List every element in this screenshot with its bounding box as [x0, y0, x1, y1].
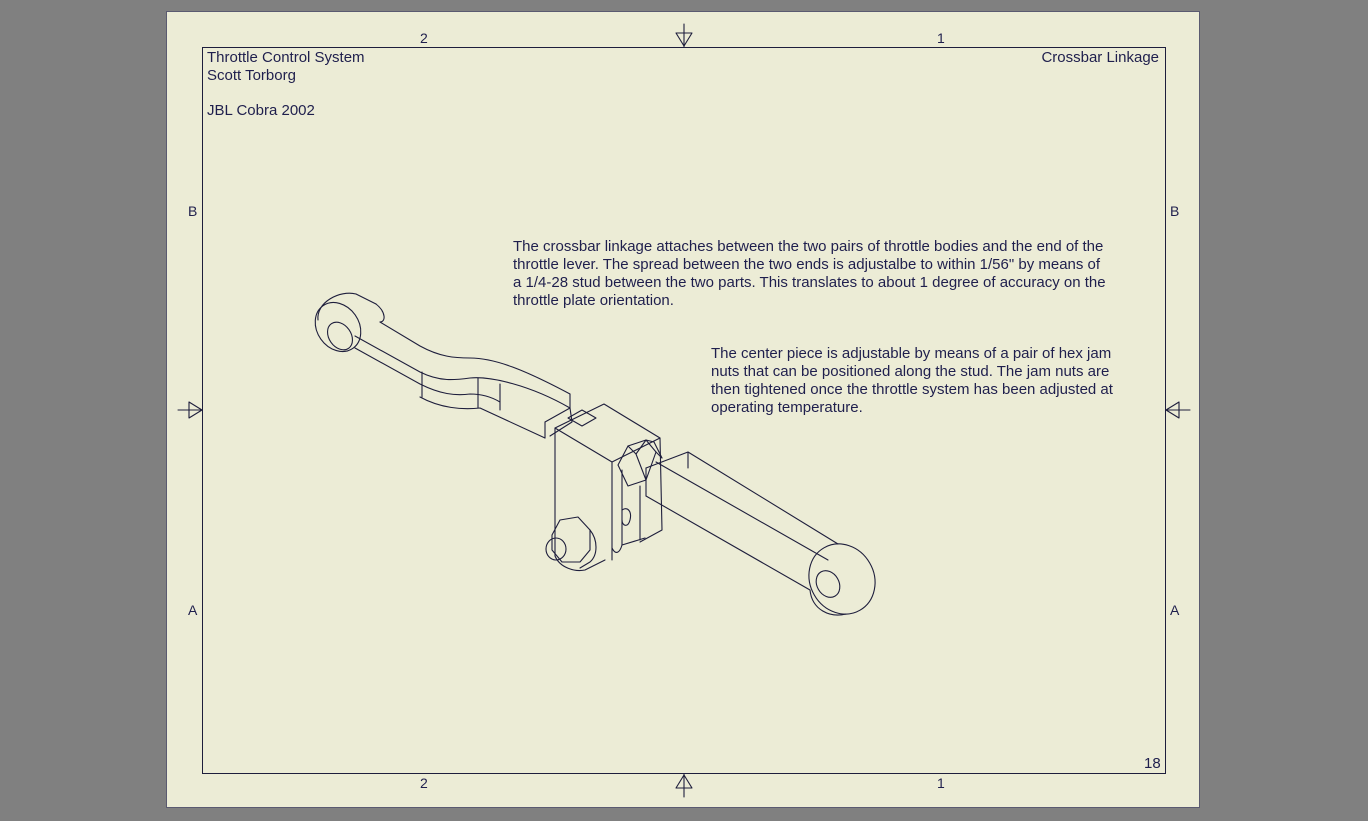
- zone-col-2-bottom: 2: [420, 775, 428, 791]
- center-piece-note-line: operating temperature.: [711, 399, 863, 416]
- project-name: JBL Cobra 2002: [207, 102, 315, 119]
- zone-row-b-left: B: [188, 203, 198, 219]
- center-piece-note-line: nuts that can be positioned along the stud. The jam nuts are: [711, 363, 1110, 380]
- center-mark-left: [178, 402, 202, 418]
- zone-col-2-top: 2: [420, 30, 428, 46]
- center-piece-note-line: then tightened once the throttle system has been adjusted at: [711, 381, 1113, 398]
- linkage-note-line: throttle plate orientation.: [513, 292, 674, 309]
- right-crank-arm: [646, 452, 888, 626]
- sheet-title: Crossbar Linkage: [1041, 49, 1159, 66]
- hex-nut-lower: [546, 517, 596, 568]
- author-name: Scott Torborg: [207, 67, 296, 84]
- page-number: 18: [1144, 755, 1161, 772]
- center-mark-right: [1166, 402, 1190, 418]
- system-title: Throttle Control System: [207, 49, 365, 66]
- linkage-note-line: throttle lever. The spread between the two ends is adjustalbe to within 1/56" by means of: [513, 256, 1101, 273]
- hex-jam-nut-upper: [618, 440, 662, 486]
- linkage-note-line: a 1/4-28 stud between the two parts. This translates to about 1 degree of accuracy on the: [513, 274, 1106, 291]
- zone-row-a-left: A: [188, 602, 198, 618]
- center-piece-note-line: The center piece is adjustable by means of a pair of hex jam: [711, 345, 1112, 362]
- zone-row-a-right: A: [1170, 602, 1180, 618]
- zone-row-b-right: B: [1170, 203, 1180, 219]
- zone-col-1-top: 1: [937, 30, 945, 46]
- left-crank-arm: [306, 293, 572, 438]
- center-mark-bottom: [676, 774, 692, 797]
- zone-col-1-bottom: 1: [937, 775, 945, 791]
- linkage-note-line: The crossbar linkage attaches between the two pairs of throttle bodies and the end of the: [513, 238, 1104, 255]
- center-mark-top: [676, 24, 692, 47]
